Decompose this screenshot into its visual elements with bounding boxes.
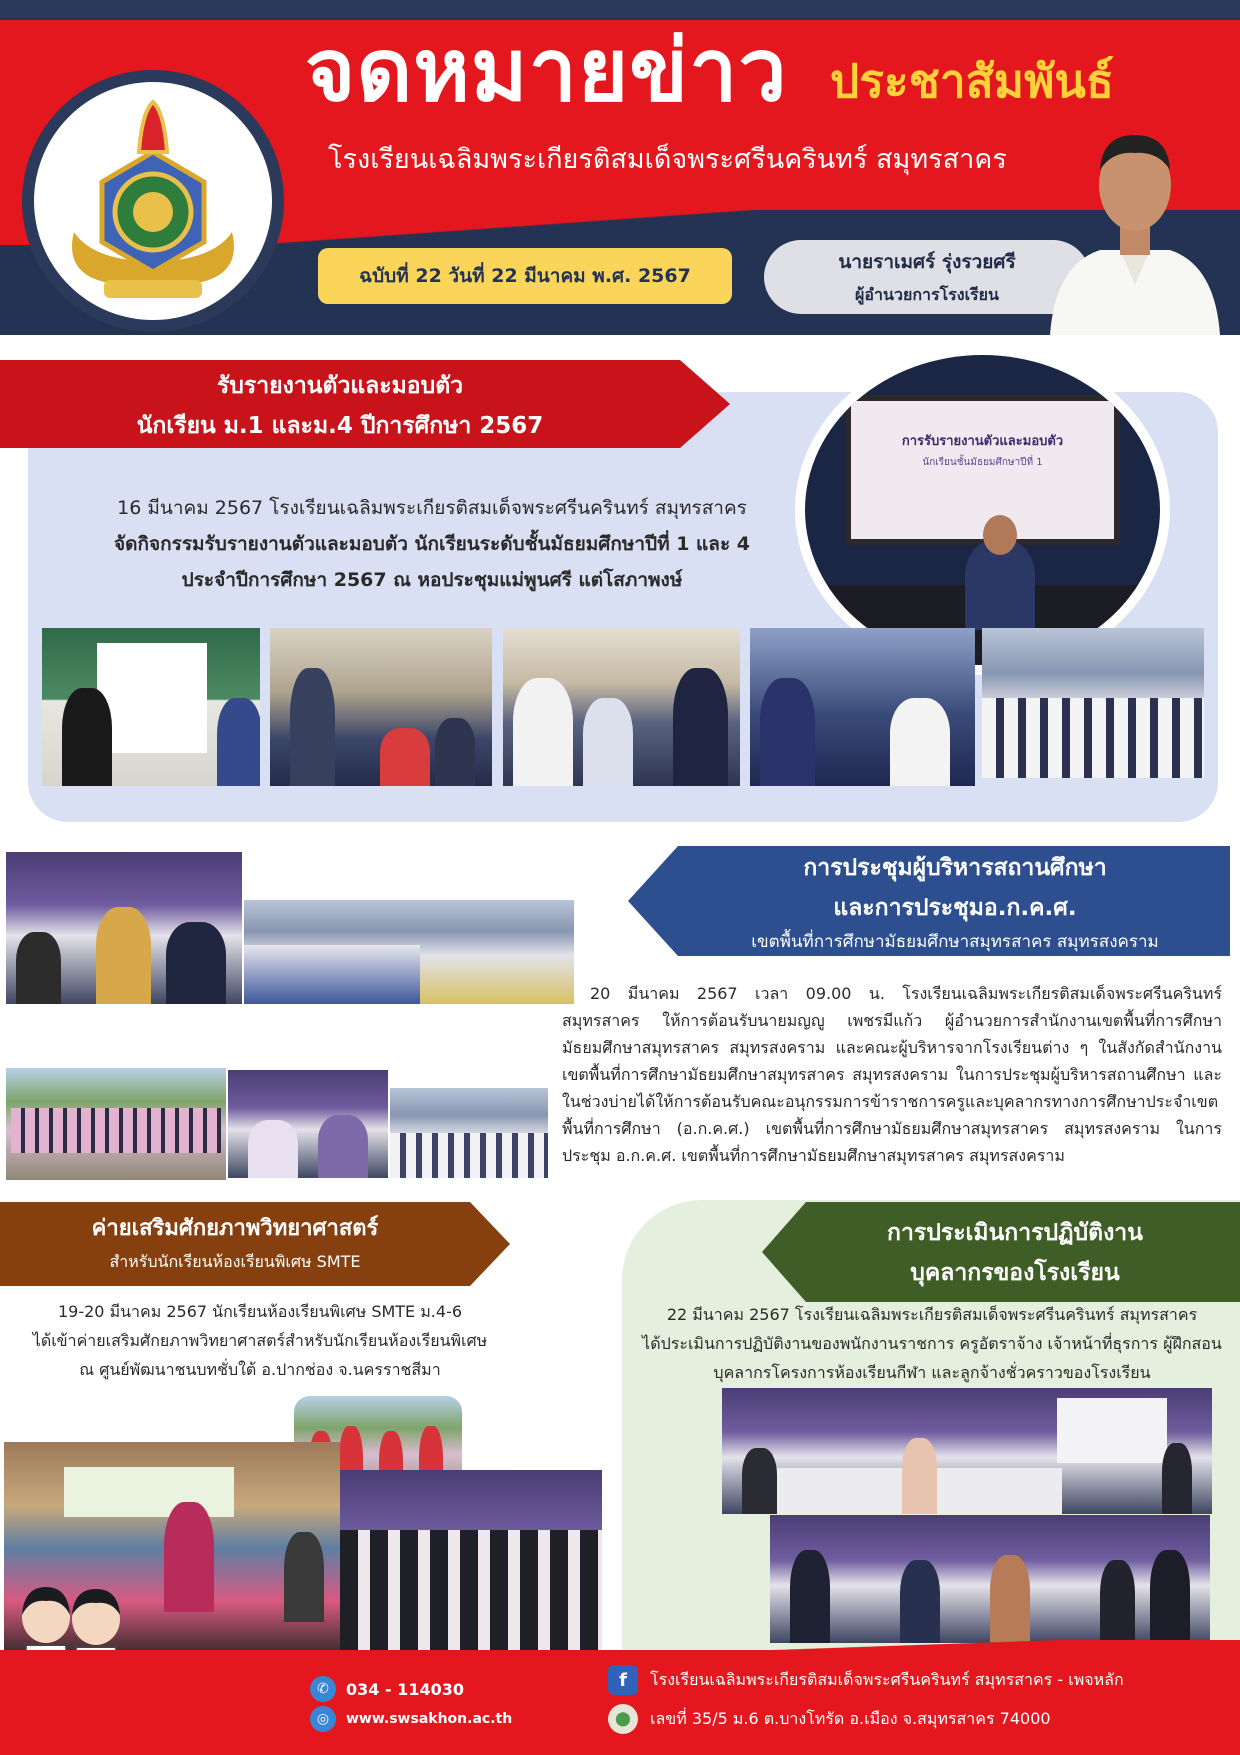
section1-photo-5: [982, 628, 1204, 778]
issue-badge: ฉบับที่ 22 วันที่ 22 มีนาคม พ.ศ. 2567: [318, 248, 732, 304]
section3-title-line2: สำหรับนักเรียนห้องเรียนพิเศษ SMTE: [109, 1252, 361, 1271]
screen-title: การรับรายงานตัวและมอบตัว: [901, 434, 1064, 449]
section2-photo-6: [390, 1088, 548, 1178]
director-name: นายราเมศร์ รุ่งรวยศรี: [838, 250, 1016, 273]
section2-photo-2: [244, 900, 420, 1004]
section3-body: [10, 1297, 510, 1384]
section3-photo-3: [340, 1470, 602, 1654]
section2-body: 20 มีนาคม 2567 เวลา 09.00 น. โรงเรียนเฉลิมพระเกียรติสมเด็จพระศรีนครินทร์ สมุทรสาคร ให้การต้อนรับนายมญญู เพชรมีแก้ว ผู้อำนวยการสำนักงานเขตพื้นที่การศึกษามัธยมศึกษาสมุทรสาคร สมุทรสงคราม และคณะผู้บริหารจากโรงเรียนต่าง ๆ ในสังกัดสำนักงานเขตพื้นที่การศึกษามัธยมศึกษาสมุทรสาคร สมุทรสงคราม ในการประชุมผู้บริหารสถานศึกษา และในช่วงบ่ายได้ให้การต้อนรับคณะอนุกรรมการข้าราชการครูและบุคลากรทางการศึกษาประจำเขตพื้นที่การศึกษา (อ.ก.ค.ศ.) เขตพื้นที่การศึกษามัธยมศึกษาสมุทรสาคร สมุทรสงคราม ในการประชุม อ.ก.ค.ศ. เขตพื้นที่การศึกษามัธยมศึกษาสมุทรสาคร สมุทรสงคราม: [562, 984, 1222, 1165]
newsletter-title: จดหมายข่าว: [305, 21, 788, 121]
section1-photo-4: [750, 628, 975, 786]
section4-body: [632, 1300, 1232, 1387]
section2-title-line1: การประชุมผู้บริหารสถานศึกษา: [803, 855, 1107, 881]
section4-photo-2: [770, 1515, 1210, 1643]
section4-photo-1: [722, 1388, 1212, 1514]
section4-title-line1: การประเมินการปฏิบัติงาน: [887, 1220, 1143, 1246]
footer-website-text[interactable]: www.swsakhon.ac.th: [346, 1711, 513, 1727]
header-top-strip: [0, 0, 1240, 18]
section4-body-line1: 22 มีนาคม 2567 โรงเรียนเฉลิมพระเกียรติสมเด็จพระศรีนครินทร์ สมุทรสาคร: [666, 1305, 1198, 1324]
facebook-icon: f: [608, 1665, 638, 1695]
section2-photo-3: [420, 900, 574, 1004]
footer-address-text: เลขที่ 35/5 ม.6 ต.บางโทรัด อ.เมือง จ.สมุทรสาคร 74000: [650, 1708, 1051, 1728]
school-emblem-icon: [34, 82, 272, 320]
school-name: โรงเรียนเฉลิมพระเกียรติสมเด็จพระศรีนครินทร์ สมุทรสาคร: [328, 144, 1007, 175]
section3-body-line1: 19-20 มีนาคม 2567 นักเรียนห้องเรียนพิเศษ SMTE ม.4-6: [57, 1302, 463, 1321]
section3-body-line2: ได้เข้าค่ายเสริมศักยภาพวิทยาศาสตร์สำหรับนักเรียนห้องเรียนพิเศษ: [32, 1331, 488, 1350]
footer-facebook[interactable]: [608, 1665, 1124, 1695]
footer-address: [608, 1704, 1051, 1734]
section3-title-line1: ค่ายเสริมศักยภาพวิทยาศาสตร์: [91, 1216, 379, 1241]
section1-body-line1: 16 มีนาคม 2567 โรงเรียนเฉลิมพระเกียรติสมเด็จพระศรีนครินทร์ สมุทรสาคร: [117, 497, 747, 519]
school-logo: [34, 82, 272, 320]
section1-body: [52, 490, 812, 598]
screen-subtitle: นักเรียนชั้นมัธยมศึกษาปีที่ 1: [922, 457, 1043, 468]
section3-body-line3: ณ ศูนย์พัฒนาชนบทชั่บใต้ อ.ปากช่อง จ.นครราชสีมา: [79, 1360, 441, 1379]
section1-photo-1: [42, 628, 260, 786]
location-pin-icon: ⬤: [608, 1704, 638, 1734]
section2-title-line3: เขตพื้นที่การศึกษามัธยมศึกษาสมุทรสาคร สมุทรสงคราม: [751, 932, 1159, 952]
footer-website[interactable]: [310, 1706, 512, 1732]
footer-phone: [310, 1676, 464, 1702]
footer-phone-text: 034 - 114030: [346, 1679, 464, 1699]
section2-photo-5: [228, 1070, 388, 1178]
section4-body-line2: ได้ประเมินการปฏิบัติงานของพนักงานราชการ ครูอัตราจ้าง เจ้าหน้าที่ธุรการ ผู้ฝึกสอน: [642, 1334, 1222, 1353]
section2-photo-4: [6, 1068, 226, 1180]
section1-title-line1: รับรายงานตัวและมอบตัว: [216, 373, 464, 399]
section1-photo-2: [270, 628, 492, 786]
section4-title-line2: บุคลากรของโรงเรียน: [910, 1260, 1120, 1286]
section1-body-line2: จัดกิจกรรมรับรายงานตัวและมอบตัว นักเรียนระดับชั้นมัธยมศึกษาปีที่ 1 และ 4: [114, 533, 750, 555]
section4-body-line3: บุคลากรโครงการห้องเรียนกีฬา และลูกจ้างชั่วคราวของโรงเรียน: [713, 1363, 1151, 1382]
section2-photo-1: [6, 852, 242, 1004]
director-portrait: [1040, 115, 1230, 335]
director-role: ผู้อำนวยการโรงเรียน: [855, 284, 999, 304]
section1-title-line2: นักเรียน ม.1 และม.4 ปีการศึกษา 2567: [136, 413, 544, 439]
footer-facebook-text[interactable]: โรงเรียนเฉลิมพระเกียรติสมเด็จพระศรีนครินทร์ สมุทรสาคร - เพจหลัก: [650, 1669, 1124, 1689]
newsletter-title-accent: ประชาสัมพันธ์: [830, 54, 1114, 108]
section1-body-line3: ประจำปีการศึกษา 2567 ณ หอประชุมแม่พูนศรี แต่โสภาพงษ์: [181, 569, 683, 591]
section1-main-photo: [805, 355, 1160, 665]
section2-title-line2: และการประชุมอ.ก.ค.ศ.: [833, 895, 1077, 921]
globe-icon: ◎: [310, 1706, 336, 1732]
phone-icon: ✆: [310, 1676, 336, 1702]
section1-photo-3: [503, 628, 740, 786]
